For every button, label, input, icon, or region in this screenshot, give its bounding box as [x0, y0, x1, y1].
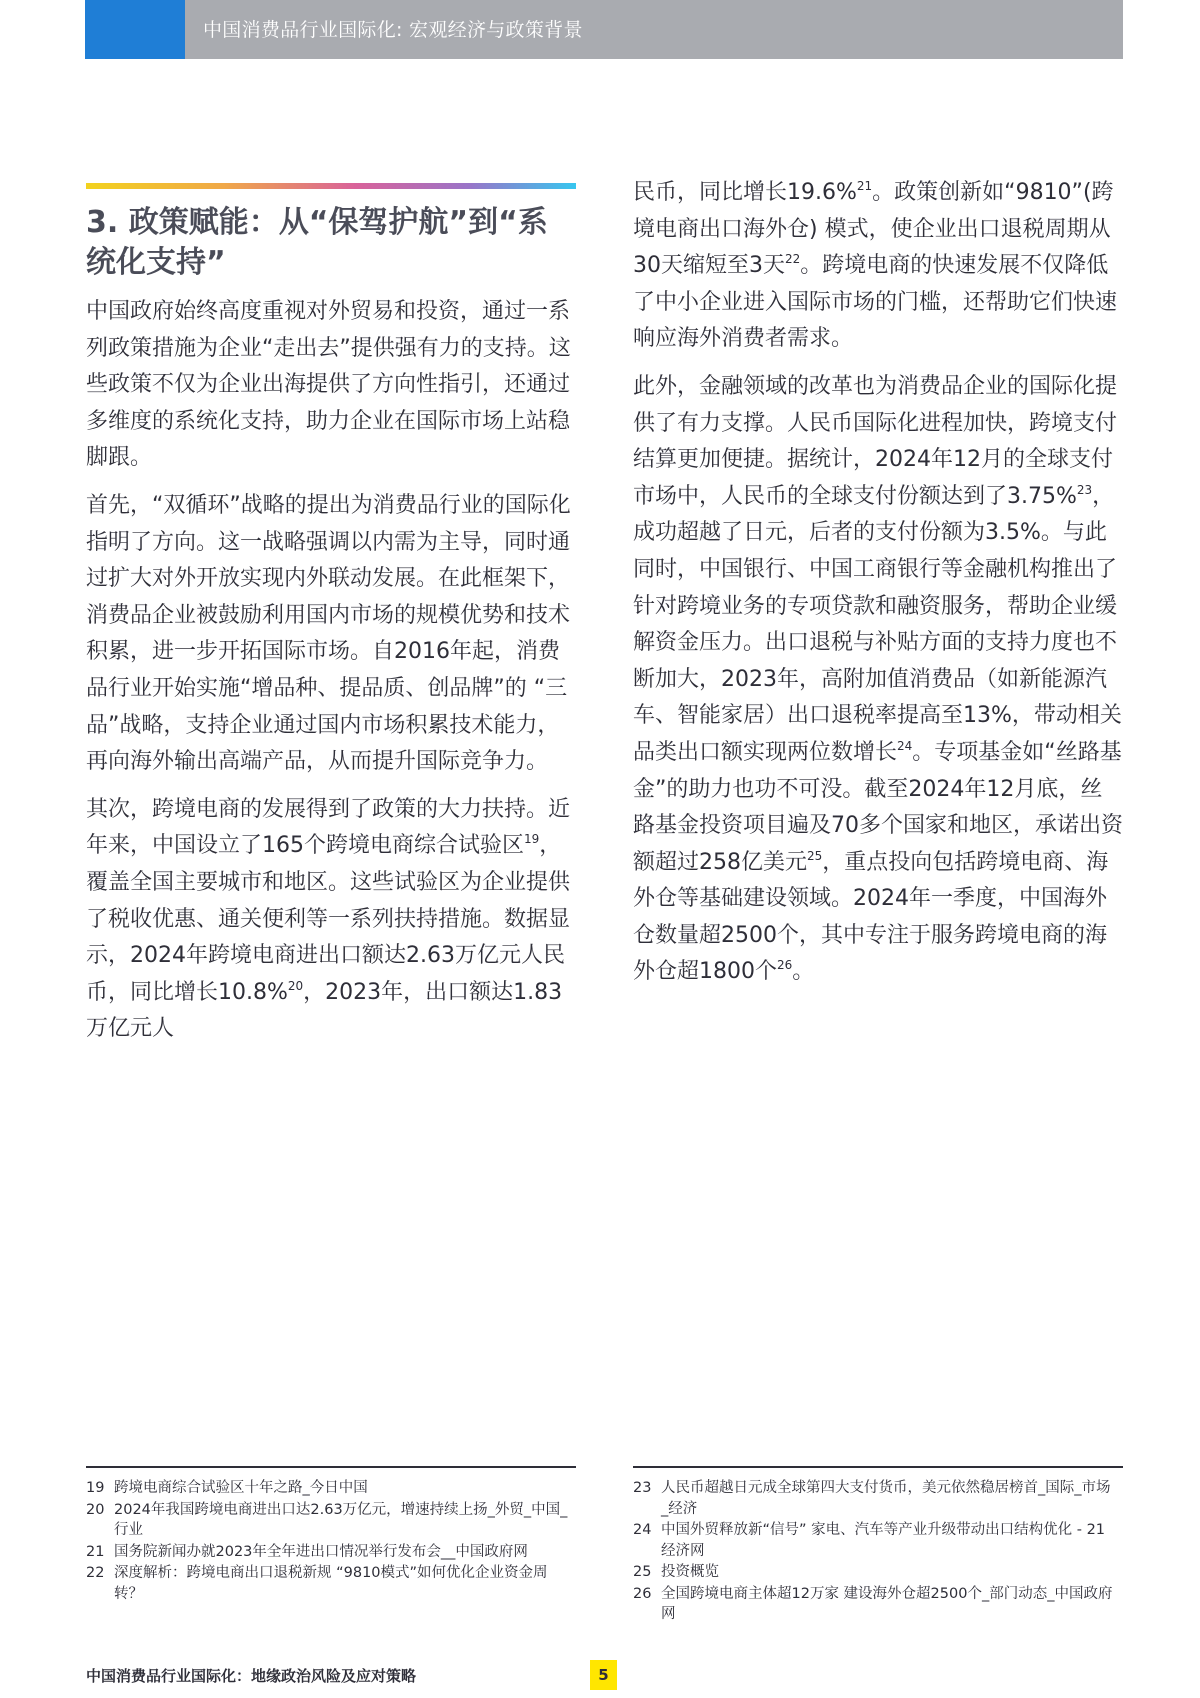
- paragraph: [633, 175, 1123, 358]
- footnote-item: [633, 1478, 1123, 1519]
- text-run: 。专项基金如“丝路基金”的助力也功不可没。截至2024年12月底，丝路基金投资项目遍及70多个国家和地区，承诺出资额超过258亿美元: [633, 739, 1123, 875]
- paragraph: 中国政府始终高度重视对外贸易和投资，通过一系列政策措施为企业“走出去”提供强有力的支持。这些政策不仅为企业出海提供了方向性指引，还通过多维度的系统化支持，助力企业在国际市场上站稳脚跟。: [86, 299, 571, 471]
- footnote-ref: 24: [897, 738, 913, 753]
- text-run: ，重点投向包括跨境电商、海外仓等基础建设领域。2024年一季度，中国海外仓数量超2500个，其中专注于服务跨境电商的海外仓超1800个: [633, 849, 1109, 985]
- footnote-item: [633, 1562, 1123, 1583]
- footnote-number: 24: [633, 1522, 652, 1538]
- footnote-ref: 20: [287, 978, 304, 993]
- footnote-item: [86, 1563, 576, 1604]
- text-run: 。跨境电商的快速发展不仅降低了中小企业进入国际市场的门槛，还帮助它们快速响应海外消费者需求。: [633, 253, 1118, 352]
- paragraph: 首先，“双循环”战略的提出为消费品行业的国际化指明了方向。这一战略强调以内需为主导，同时通过扩大对外开放实现内外联动发展。在此框架下，消费品企业被鼓励利用国内市场的规模优势和技术积累，进一步开拓国际市场。自2016年起，消费品行业开始实施“增品种、提品质、创品牌”的 “三品”战略，支持企业通过国内市场积累技术能力，再向海外输出高端产品，从而提升国际竞争力。: [86, 492, 571, 775]
- footnote-link[interactable]: 人民币超越日元成全球第四大支付货币，美元依然稳居榜首_国际_市场_经济: [661, 1480, 1111, 1517]
- footnote-link[interactable]: 跨境电商综合试验区十年之路_今日中国: [114, 1480, 368, 1496]
- header-bar: [85, 0, 1123, 59]
- footnotes-right: [633, 1466, 1123, 1626]
- footnote-link[interactable]: 国务院新闻办就2023年全年进出口情况举行发布会__中国政府网: [114, 1543, 528, 1560]
- footnote-ref: 26: [777, 958, 793, 973]
- text-run: 此外，金融领域的改革也为消费品企业的国际化提供了有力支撑。人民币国际化进程加快，跨境支付结算更加便捷。据统计，2024年12月的全球支付市场中，人民币的全球支付份额达到了3.75%: [633, 373, 1118, 509]
- footnote-number: 22: [86, 1565, 105, 1581]
- footnotes-left: [86, 1466, 576, 1605]
- footnote-link[interactable]: 全国跨境电商主体超12万家 建设海外仓超2500个_部门动态_中国政府网: [661, 1585, 1113, 1622]
- footnote-ref: 22: [785, 252, 801, 267]
- text-run: ，覆盖全国主要城市和地区。这些试验区为企业提供了税收优惠、通关便利等一系列扶持措施。数据显示，2024年跨境电商进出口额达2.63万亿元人民币，同比增长10.8%: [86, 833, 571, 1005]
- paragraph: [633, 369, 1123, 991]
- section-heading: 3. 政策赋能：从“保驾护航”到“系统化支持”: [86, 205, 548, 280]
- text-run: 。政策创新如“9810”(跨境电商出口海外仓) 模式，使企业出口退税周期从30天缩短至3天: [633, 180, 1114, 279]
- footnote-number: 19: [86, 1480, 105, 1496]
- text-run: 其次，跨境电商的发展得到了政策的大力扶持。近年来，中国设立了165个跨境电商综合试验区: [86, 796, 571, 859]
- left-column: [86, 183, 576, 1059]
- footnote-item: [86, 1478, 576, 1499]
- footer-title: 中国消费品行业国际化：地缘政治风险及应对策略: [86, 1667, 417, 1685]
- footnote-link[interactable]: 中国外贸释放新“信号” 家电、汽车等产业升级带动出口结构优化 - 21经济网: [661, 1522, 1106, 1559]
- header-accent-block: [85, 0, 185, 59]
- text-run: 。: [792, 959, 815, 985]
- footnote-ref: 23: [1076, 482, 1093, 497]
- footnote-number: 23: [633, 1480, 652, 1496]
- footnote-number: 20: [86, 1501, 105, 1518]
- footnote-number: 26: [633, 1585, 652, 1602]
- right-column: [633, 175, 1123, 1002]
- footnote-number: 21: [86, 1543, 105, 1560]
- header-title: 中国消费品行业国际化: 宏观经济与政策背景: [203, 19, 583, 41]
- text-run: ，成功超越了日元，后者的支付份额为3.5%。与此同时，中国银行、中国工商银行等金融机构推出了针对跨境业务的专项贷款和融资服务，帮助企业缓解资金压力。出口退税与补贴方面的支持力度也不断加大，2023年，高附加值消费品（如新能源汽车、智能家居）出口退税率提高至13%，带动相关品类出口额实现两位数增长: [633, 483, 1122, 765]
- page-number-badge: 5: [590, 1660, 617, 1690]
- text-run: ，2023年，出口额达1.83万亿元人: [86, 979, 563, 1042]
- footnote-ref: 19: [524, 832, 540, 847]
- paragraph: [86, 792, 576, 1048]
- footnote-link[interactable]: 2024年我国跨境电商进出口达2.63万亿元，增速持续上扬_外贸_中国_行业: [114, 1501, 568, 1538]
- footnote-link[interactable]: 深度解析：跨境电商出口退税新规 “9810模式”如何优化企业资金周转？: [114, 1565, 548, 1602]
- footnote-item: [633, 1584, 1123, 1625]
- footnote-item: [86, 1542, 576, 1563]
- text-run: 民币，同比增长19.6%: [633, 180, 857, 205]
- footnote-ref: 21: [856, 179, 873, 193]
- footnote-item: [86, 1500, 576, 1541]
- footnote-item: [633, 1520, 1123, 1561]
- footnote-ref: 25: [807, 848, 823, 863]
- footnote-link[interactable]: 投资概览: [661, 1564, 719, 1580]
- footnote-number: 25: [633, 1564, 652, 1580]
- section-gradient-rule: [86, 183, 576, 189]
